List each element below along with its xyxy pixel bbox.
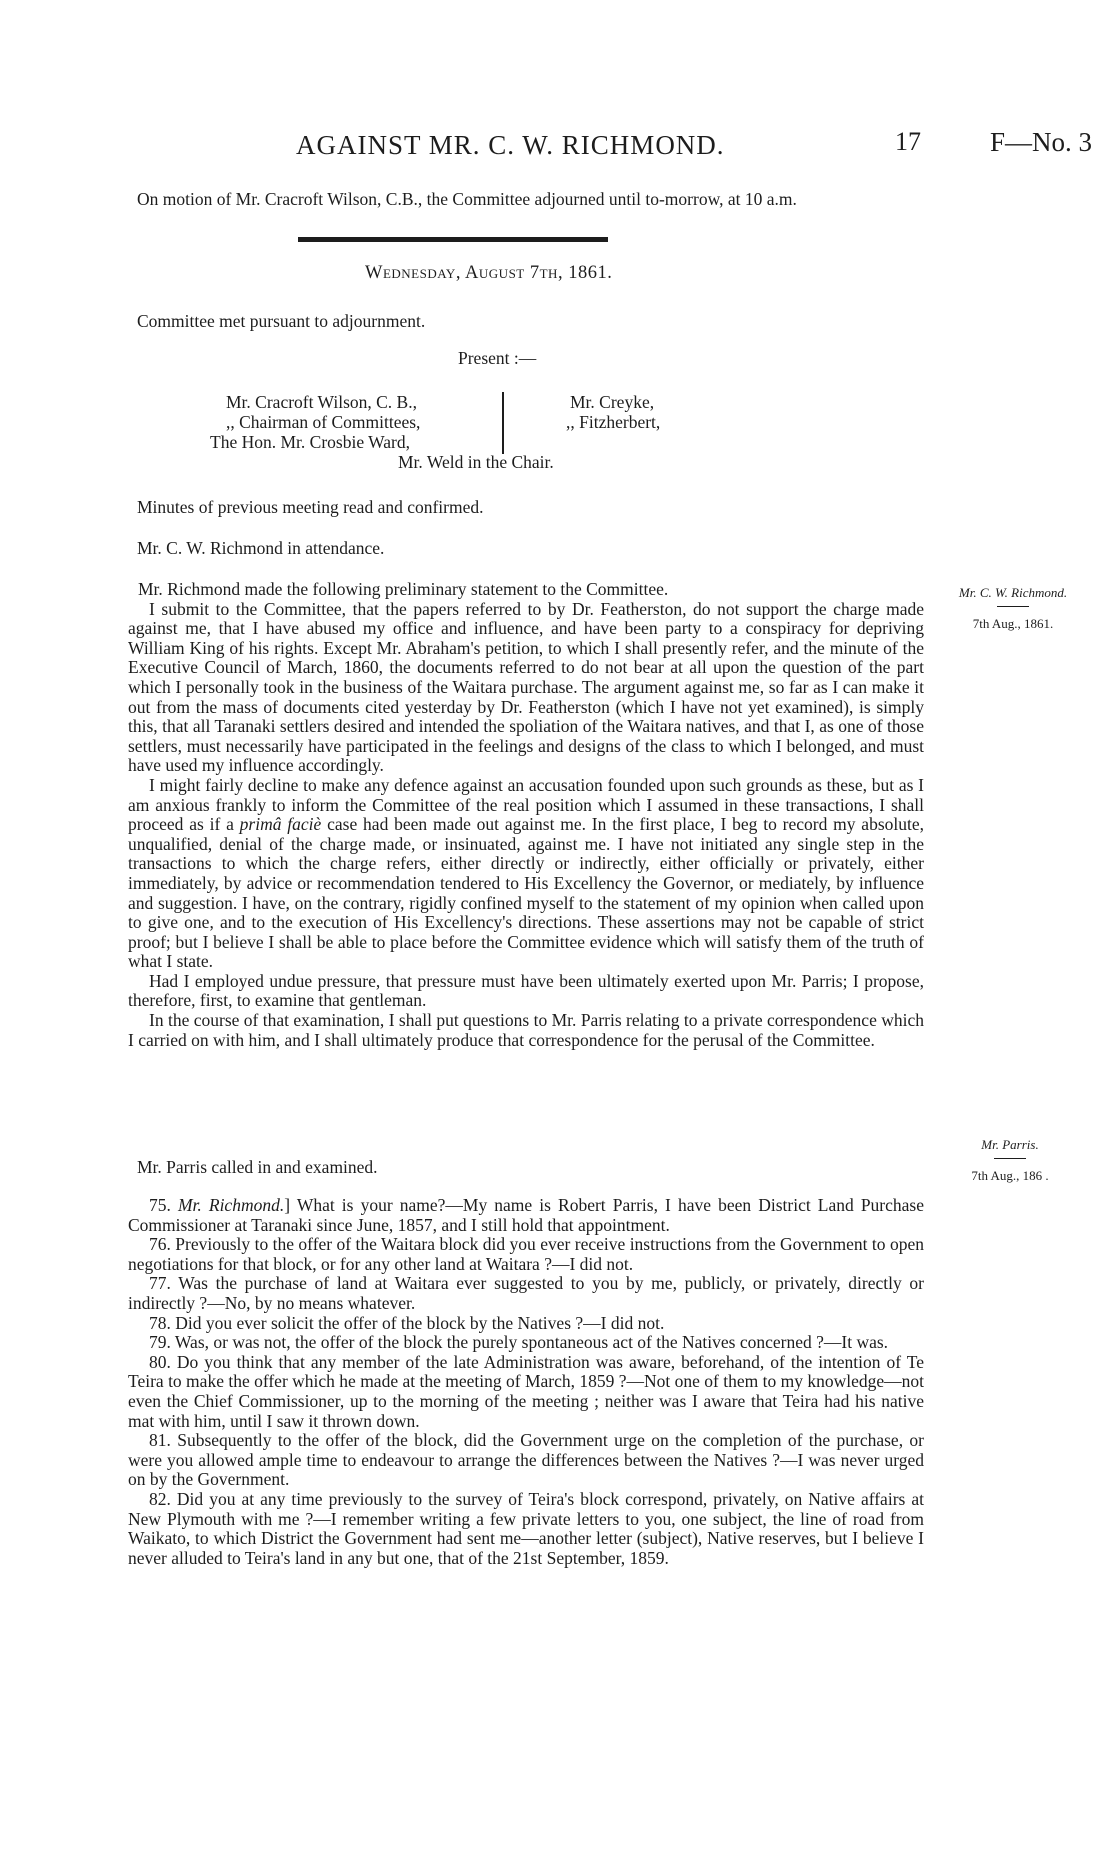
present-right-2: ,, Fitzherbert, [566, 412, 661, 432]
statement-text: I might fairly decline to make any defence against an accusation founded upon such grounds as these, but as I am anxious frankly to inform the Committee of the real position which I assumed in these transactions, I shall proceed as if a [128, 774, 924, 835]
sidenote-parris [935, 1137, 1085, 1184]
italic-term: primâ faciè [239, 814, 322, 835]
statement-lead: Mr. Richmond made the following preliminary statement to the Committee. [138, 579, 669, 599]
question-77: 77. Was the purchase of land at Waitara ever suggested to you by me, publicly, or privately, directly or indirectly ?—No, by no means whatever. [128, 1273, 924, 1313]
question-number: 75. [149, 1195, 171, 1215]
question-78: 78. Did you ever solicit the offer of the block by the Natives ?—I did not. [149, 1312, 665, 1333]
present-left-3: The Hon. Mr. Crosbie Ward, [210, 432, 410, 452]
present-right-1: Mr. Creyke, [570, 392, 655, 412]
running-title: AGAINST MR. C. W. RICHMOND. [296, 130, 725, 160]
examination-heading: Mr. Parris called in and examined. [137, 1157, 378, 1177]
present-label: Present :— [458, 348, 537, 368]
adjournment-note: On motion of Mr. Cracroft Wilson, C.B., the Committee adjourned until to-morrow, at 10 a.m. [137, 189, 797, 209]
sidenote-dash [997, 606, 1029, 607]
statement-paragraph: In the course of that examination, I shall put questions to Mr. Parris relating to a private correspondence which I carried on with him, and I shall ultimately produce that correspondence for the perusal of the Committee. [128, 1010, 924, 1050]
preliminary-statement [128, 580, 924, 1050]
chair-line: Mr. Weld in the Chair. [398, 452, 554, 472]
met-line: Committee met pursuant to adjournment. [137, 311, 426, 331]
question-81: 81. Subsequently to the offer of the block, did the Government urge on the completion of the purchase, or were you allowed ample time to endeavour to arrange the differences between the Natives ?—I was never urged on by the Government. [128, 1430, 924, 1490]
sidenote-richmond [928, 585, 1098, 632]
meeting-date: Wednesday, August 7th, 1861. [365, 263, 613, 283]
question-80: 80. Do you think that any member of the late Administration was aware, beforehand, of the intention of Te Teira to make the offer which he made at the meeting of March, 1859 ?—Not one of them to my knowledge—not even the Chief Commissioner, up to the morning of the meeting ; neither was I aware that Teira had his native mat with him, until I saw it thrown down. [128, 1351, 924, 1431]
question-75 [128, 1196, 924, 1235]
present-left-1: Mr. Cracroft Wilson, C. B., [226, 392, 417, 412]
question-76: 76. Previously to the offer of the Waitara block did you ever receive instructions from the Government to open negotiations for that block, or for any other land at Waitara ?—I did not. [128, 1234, 924, 1274]
page-number: 17 [895, 127, 921, 156]
statement-paragraph [128, 776, 924, 972]
sidenote-parris-name: Mr. Parris. [981, 1137, 1039, 1152]
sidenote-richmond-date: 7th Aug., 1861. [972, 616, 1054, 631]
statement-paragraph: Had I employed undue pressure, that pressure must have been ultimately exerted upon Mr. Parris; I propose, therefore, first, to examine that gentleman. [128, 970, 924, 1011]
question-82: 82. Did you at any time previously to the survey of Teira's block correspond, privately, on Native affairs at New Plymouth with me ?—I remember writing a few private letters to you, one subject, the line of road from Waikato, to which District the Government had sent me—another letter (subject), Native reserves, but I believe I never alluded to Teira's land in any but one, that of the 21st September, 1859. [128, 1488, 924, 1568]
sidenote-dash [994, 1158, 1026, 1159]
question-text: ] What is your name?—My name is Robert Parris, I have been District Land Purchase Commissioner at Taranaki since June, 1857, and I still hold that appointment. [128, 1195, 925, 1235]
statement-text: case had been made out against me. In the first place, I beg to record my absolute, unqualified, denial of the charge made, or insinuated, against me. I have not initiated any single step in the transactions to which the charge refers, either directly or indirectly, either officially or privately, either immediately, by advice or recommendation tendered to His Excellency the Governor, or mediately, by influence and suggestion. I have, on the contrary, rigidly confined myself to the statement of my opinion when called upon to give one, and to the execution of His Excellency's directions. These assertions may not be capable of strict proof; but I believe I shall be able to place before the Committee evidence which will satisfy them of the truth of what I state. [128, 814, 924, 972]
sidenote-richmond-name: Mr. C. W. Richmond. [958, 585, 1068, 600]
speaker-name: Mr. Richmond. [177, 1195, 285, 1215]
present-left-2: ,, Chairman of Committees, [226, 412, 421, 432]
present-divider [502, 392, 504, 454]
paper-reference: F—No. 3 [990, 127, 1093, 157]
question-79: 79. Was, or was not, the offer of the block the purely spontaneous act of the Natives concerned ?—It was. [149, 1332, 889, 1353]
sidenote-parris-date: 7th Aug., 186 . [971, 1168, 1049, 1183]
statement-paragraph: I submit to the Committee, that the papers referred to by Dr. Featherston, do not support the charge made against me, that I have abused my office and influence, and have been party to a conspiracy for depriving William King of his rights. Except Mr. Abraham's petition, to which I shall presently refer, and the minute of the Executive Council of March, 1860, the documents referred to do not bear at all upon the question of the part which I personally took in the business of the Waitara purchase. The argument against me, so far as I can make it out from the mass of documents cited yesterday by Dr. Featherston (which I have not yet examined), is simply this, that all Taranaki settlers desired and intended the spoliation of the Waitara natives, and that I, as one of those settlers, must necessarily have participated in the feelings and designs of the class to which I belonged, and must have used my influence accordingly. [128, 598, 924, 776]
attendance-line: Mr. C. W. Richmond in attendance. [137, 538, 385, 558]
section-divider [298, 237, 608, 242]
examination-questions [128, 1196, 924, 1568]
minutes-line: Minutes of previous meeting read and confirmed. [137, 497, 484, 517]
